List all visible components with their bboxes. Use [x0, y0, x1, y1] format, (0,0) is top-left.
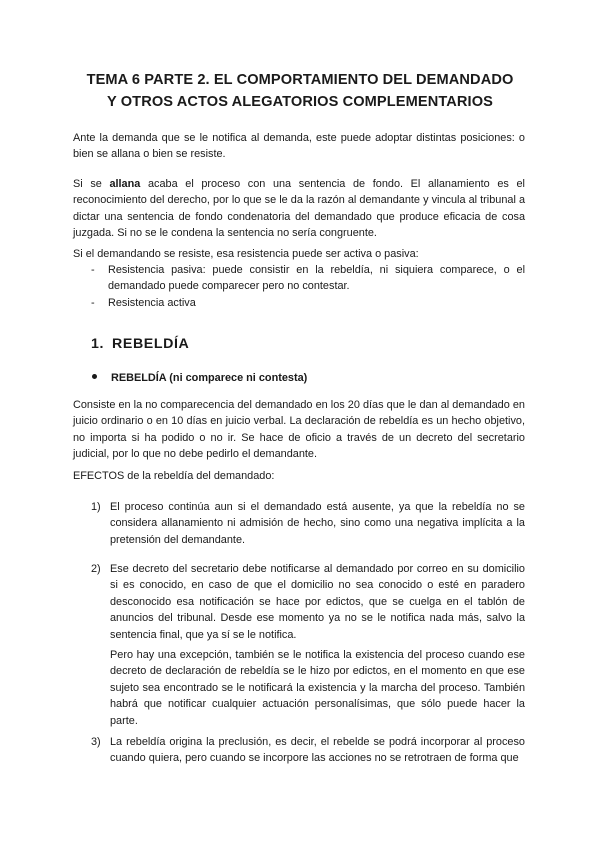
sub-heading-text: REBELDÍA (ni comparece ni contesta)	[111, 372, 308, 384]
efecto-marker: 1)	[91, 501, 101, 513]
list-item	[73, 295, 525, 311]
section-number: 1.	[91, 336, 105, 352]
list-item-text: Resistencia pasiva: puede consistir en la rebeldía, ni siquiera comparece, o el demandado puede comparecer pero no contestar.	[108, 264, 525, 293]
section-heading-rebeldia	[91, 336, 189, 352]
title-line-1: TEMA 6 PARTE 2. EL COMPORTAMIENTO DEL DEMANDADO	[86, 72, 514, 88]
rebeldia-definition: Consiste en la no comparecencia del demandado en los 20 días que le dan al demandado en juicio ordinario o en 10 días en juicio verbal. La declaración de rebeldía es un hecho objetivo, no importa si ha podido o no ir. Se hace de oficio a través de un decreto del secretario judicial, por lo que no debe pedirlo el demandante.	[73, 399, 525, 461]
section-title: REBELDÍA	[112, 336, 190, 352]
efecto-marker: 3)	[91, 736, 101, 748]
efecto-item-2	[91, 561, 525, 643]
dash-marker: -	[91, 264, 95, 276]
list-item	[73, 262, 525, 295]
efecto-item-1	[91, 499, 525, 548]
dash-marker: -	[91, 296, 95, 309]
allanamiento-bold: allana	[109, 178, 141, 190]
resistencia-list	[73, 262, 525, 311]
document-title	[60, 69, 540, 113]
intro-paragraph: Ante la demanda que se le notifica al demanda, este puede adoptar distintas posiciones: o bien se allana o bien se resiste.	[73, 132, 525, 161]
allanamiento-paragraph	[73, 176, 525, 242]
efectos-intro: EFECTOS de la rebeldía del demandado:	[73, 470, 275, 482]
title-line-2: Y OTROS ACTOS ALEGATORIOS COMPLEMENTARIOS	[107, 94, 493, 110]
efecto-item-3	[91, 734, 525, 767]
efecto-text: La rebeldía origina la preclusión, es decir, el rebelde se podrá incorporar al proceso cuando quiera, pero cuando se incorpore las acciones no se retrotraen de forma que	[110, 736, 525, 765]
efecto-marker: 2)	[91, 563, 101, 575]
sub-heading-rebeldia	[91, 370, 307, 386]
resistencia-intro: Si el demandando se resiste, esa resistencia puede ser activa o pasiva:	[73, 248, 419, 260]
allanamiento-after: acaba el proceso con una sentencia de fondo. El allanamiento es el reconocimiento del derecho, por lo que se le da la razón al demandante y vincula al tribunal a dictar una sentencia de fondo condenatoria del demandado que produce eficacia de cosa juzgada. Si no se le condena la sentencia no sería congruente.	[73, 178, 525, 240]
efecto-2-excepcion: Pero hay una excepción, también se le notifica la existencia del proceso cuando ese decreto de declaración de rebeldía se le hizo por edictos, en el momento en que ese sujeto sea encontrado se le notificará la existencia y la marcha del proceso. También habrá que notificar cualquier actuación personalísimas, que sólo puede hacer la parte.	[110, 649, 525, 727]
efecto-text: El proceso continúa aun si el demandado está ausente, ya que la rebeldía no se considera allanamiento ni admisión de hecho, sino como una negativa implícita a la pretensión del demandante.	[110, 501, 525, 546]
allanamiento-before: Si se	[73, 178, 110, 190]
bullet-icon	[92, 374, 97, 379]
efecto-text: Ese decreto del secretario debe notificarse al demandado por correo en su domicilio si es conocido, en caso de que el domicilio no sea conocido o esté en paradero desconocido esa notificación se hace por edictos, que se cuelga en el tablón de anuncios del tribunal. Desde ese momento ya no se le notifica nada más, salvo la sentencia final, que ya sí se le notifica.	[110, 563, 525, 641]
list-item-text: Resistencia activa	[108, 296, 196, 309]
